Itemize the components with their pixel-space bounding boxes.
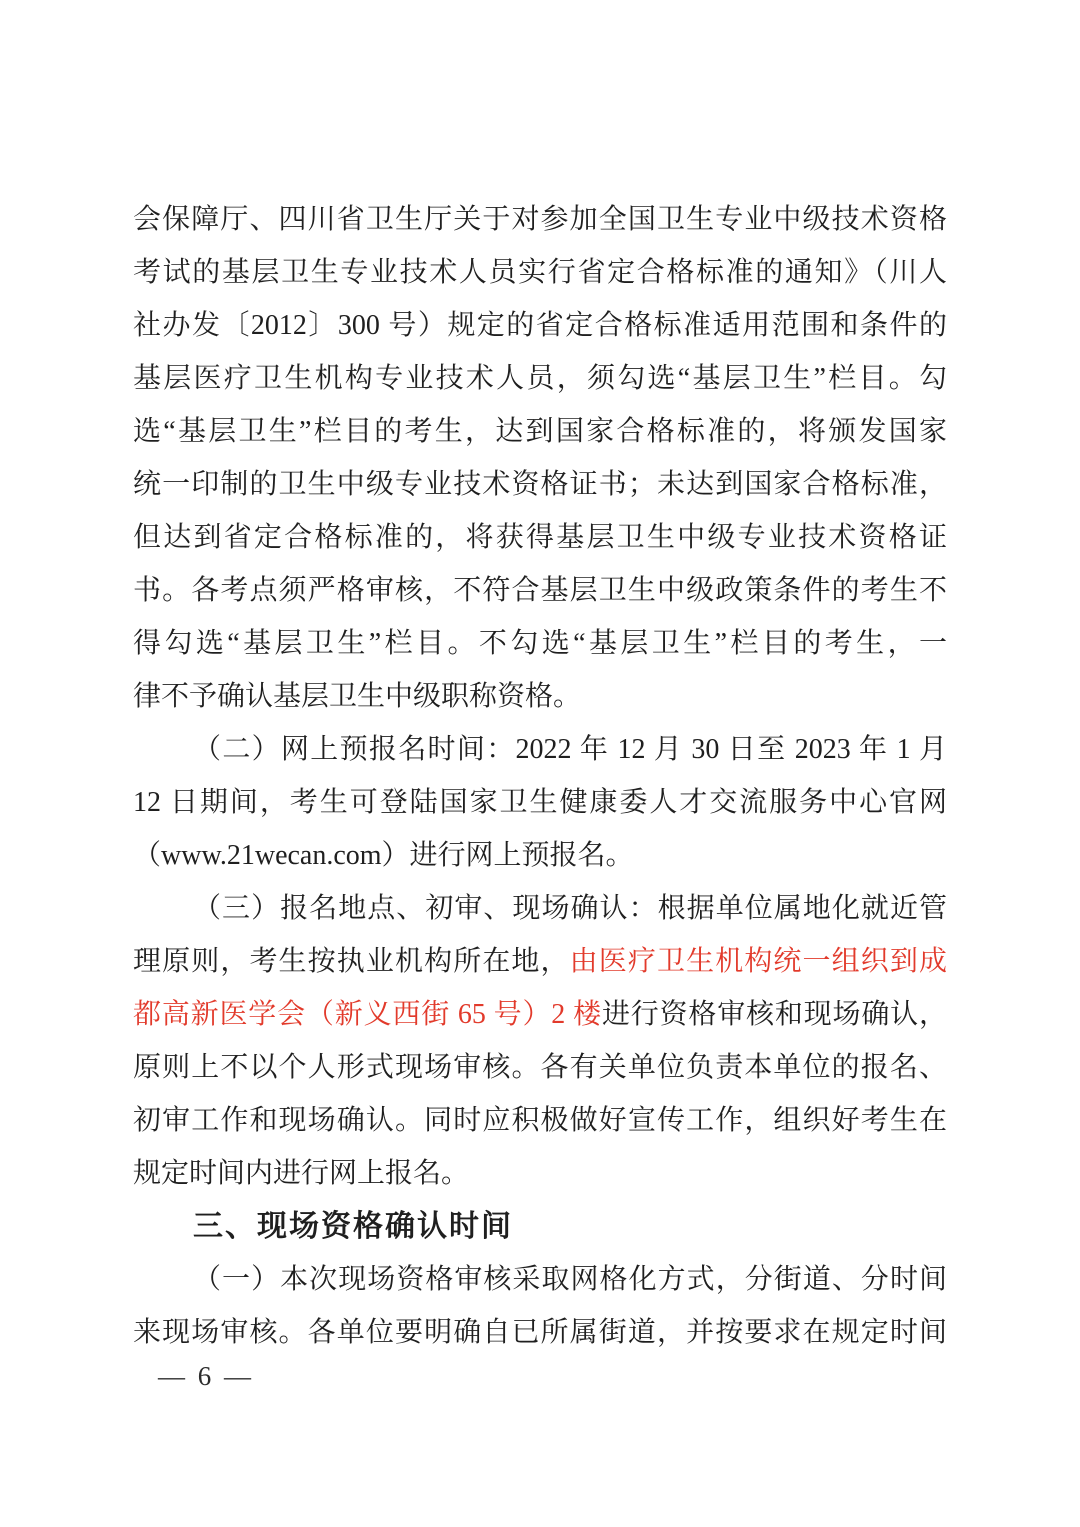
text-segment: 进行资格审核和现场确认， bbox=[601, 999, 947, 1030]
text-line bbox=[133, 829, 947, 882]
text-segment: （一）本次现场资格审核采取网格化方式，分街道、分时间 bbox=[193, 1264, 947, 1295]
text-line bbox=[133, 352, 947, 405]
text-segment: 规定时间内进行网上报名。 bbox=[133, 1158, 470, 1189]
highlighted-text-segment: 都高新医学会（新义西街 65 号）2 楼 bbox=[133, 999, 602, 1030]
text-line bbox=[133, 882, 947, 935]
text-line bbox=[133, 511, 947, 564]
text-segment: 书。各考点须严格审核，不符合基层卫生中级政策条件的考生不 bbox=[133, 575, 947, 606]
text-line bbox=[133, 988, 947, 1041]
text-segment: 社办发〔2012〕300 号）规定的省定合格标准适用范围和条件的 bbox=[133, 310, 947, 341]
text-segment: 基层医疗卫生机构专业技术人员，须勾选“基层卫生”栏目。勾 bbox=[133, 363, 947, 394]
text-segment: （三）报名地点、初审、现场确认：根据单位属地化就近管 bbox=[193, 893, 947, 924]
text-segment: （www.21wecan.com）进行网上预报名。 bbox=[133, 840, 634, 871]
highlighted-text-segment: 由医疗卫生机构统一组织到成 bbox=[569, 946, 947, 977]
text-line bbox=[133, 458, 947, 511]
text-segment: 三、现场资格确认时间 bbox=[193, 1210, 513, 1243]
text-segment: 选“基层卫生”栏目的考生，达到国家合格标准的，将颁发国家 bbox=[133, 416, 947, 447]
text-line bbox=[133, 299, 947, 352]
document-body bbox=[133, 193, 947, 1359]
section-heading bbox=[133, 1200, 947, 1253]
page-number: — 6 — bbox=[158, 1361, 254, 1391]
text-line bbox=[133, 1306, 947, 1359]
text-segment: （二）网上预报名时间：2022 年 12 月 30 日至 2023 年 1 月 bbox=[193, 734, 947, 765]
text-segment: 理原则，考生按执业机构所在地， bbox=[133, 946, 570, 977]
text-line bbox=[133, 1253, 947, 1306]
text-line bbox=[133, 246, 947, 299]
text-segment: 律不予确认基层卫生中级职称资格。 bbox=[133, 681, 582, 712]
text-line bbox=[133, 723, 947, 776]
text-segment: 初审工作和现场确认。同时应积极做好宣传工作，组织好考生在 bbox=[133, 1105, 947, 1136]
text-line bbox=[133, 405, 947, 458]
text-line bbox=[133, 935, 947, 988]
text-segment: 但达到省定合格标准的，将获得基层卫生中级专业技术资格证 bbox=[133, 522, 947, 553]
text-line bbox=[133, 617, 947, 670]
text-segment: 原则上不以个人形式现场审核。各有关单位负责本单位的报名、 bbox=[133, 1052, 947, 1083]
text-line bbox=[133, 564, 947, 617]
text-segment: 12 日期间，考生可登陆国家卫生健康委人才交流服务中心官网 bbox=[133, 787, 947, 818]
text-line bbox=[133, 193, 947, 246]
text-line bbox=[133, 776, 947, 829]
text-line bbox=[133, 670, 947, 723]
text-segment: 会保障厅、四川省卫生厅关于对参加全国卫生专业中级技术资格 bbox=[133, 204, 947, 235]
text-segment: 来现场审核。各单位要明确自已所属街道，并按要求在规定时间 bbox=[133, 1317, 947, 1348]
text-segment: 得勾选“基层卫生”栏目。不勾选“基层卫生”栏目的考生，一 bbox=[133, 628, 947, 659]
text-segment: 考试的基层卫生专业技术人员实行省定合格标准的通知》（川人 bbox=[133, 257, 947, 288]
text-line bbox=[133, 1094, 947, 1147]
text-segment: 统一印制的卫生中级专业技术资格证书；未达到国家合格标准， bbox=[133, 469, 947, 500]
text-line bbox=[133, 1041, 947, 1094]
text-line bbox=[133, 1147, 947, 1200]
